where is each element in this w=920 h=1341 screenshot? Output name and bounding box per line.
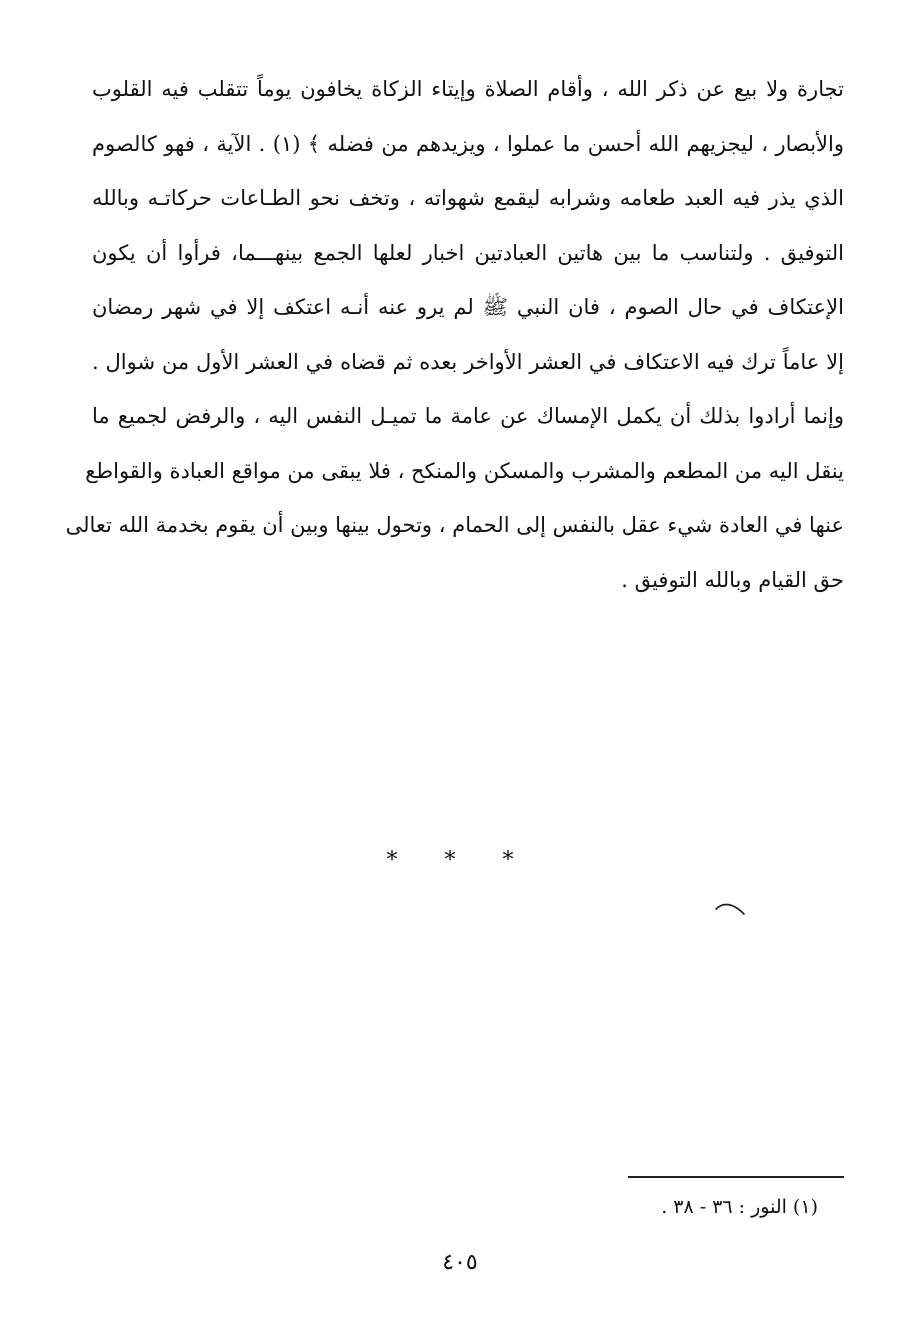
text-line-6: إلا عاماً ترك فيه الاعتكاف في العشر الأواخر بعده ثم قضاه في العشر الأول من شوال .: [92, 349, 844, 374]
text-line-10: حق القيام وبالله التوفيق .: [621, 567, 844, 592]
text-line-9: عنها في العادة شيء عقل بالنفس إلى الحمام ، وتحول بينها وبين أن يقوم بخدمة الله تعالى: [65, 513, 844, 537]
text-line-4: التوفيق . ولتناسب ما بين هاتين العبادتين اخبار لعلها الجمع بينهـــما، فرأوا أن يكون: [92, 240, 844, 265]
page-number: ٤٠٥: [442, 1250, 478, 1275]
text-line-3: الذي يذر فيه العبد طعامه وشرابه ليقمع شهواته ، وتخف نحو الطـاعات حركاتـه وبالله: [92, 186, 844, 210]
footnote-divider: [628, 1176, 844, 1178]
main-text-block: [65, 62, 844, 607]
footnote: (١) النور : ٣٦ - ٣٨ .: [661, 1196, 818, 1218]
text-line-7: وإنما أرادوا بذلك أن يكمل الإمساك عن عامة ما تميـل النفس اليه ، والرفض لجميع ما: [92, 404, 844, 428]
stray-pen-mark: [714, 900, 748, 920]
text-line-8: ينقل اليه من المطعم والمشرب والمسكن والمنكح ، فلا يبقى من مواقع العبادة والقواطع: [85, 458, 844, 483]
text-line-5: الإعتكاف في حال الصوم ، فان النبي ﷺ لم يرو عنه أنـه اعتكف إلا في شهر رمضان: [92, 295, 844, 319]
text-line-2: والأبصار ، ليجزيهم الله أحسن ما عملوا ، ويزيدهم من فضله ﴾ (١) . الآية ، فهو كالصوم: [92, 131, 844, 156]
section-separator-stars: * * *: [386, 848, 534, 873]
text-line-1: تجارة ولا بيع عن ذكر الله ، وأقام الصلاة وإيتاء الزكاة يخافون يوماً تتقلب فيه القلوب: [92, 77, 844, 101]
